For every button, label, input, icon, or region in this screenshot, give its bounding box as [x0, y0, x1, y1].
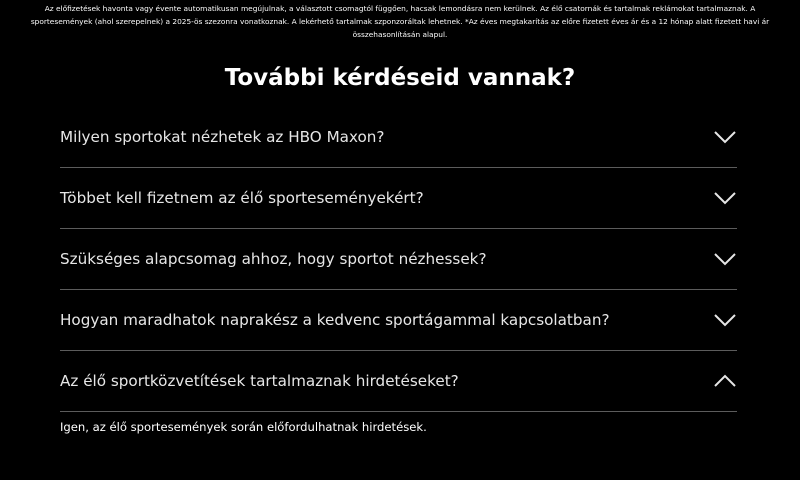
disclaimer-line-3: összehasonlításán alapul.	[352, 30, 448, 39]
faq-question: Milyen sportokat nézhetek az HBO Maxon?	[60, 128, 385, 146]
faq-item-extra-cost[interactable]	[60, 168, 737, 229]
disclaimer-line-2: sportesemények (ahol szerepelnek) a 2025-ös szezonra vonatkoznak. A lekérhető tartalmak szponzoráltak lehetnek. *Az éves megtakarítás az előre fizetett éves ár és a 12 hónap alatt fizetett havi ár	[30, 17, 770, 26]
faq-question: Hogyan maradhatok naprakész a kedvenc sportágammal kapcsolatban?	[60, 311, 610, 329]
faq-answer: Igen, az élő sportesemények során előfordulhatnak hirdetések.	[60, 420, 427, 434]
chevron-down-icon	[713, 129, 737, 145]
faq-item-stay-updated[interactable]	[60, 290, 737, 351]
faq-question: Szükséges alapcsomag ahhoz, hogy sportot nézhessek?	[60, 250, 487, 268]
legal-disclaimer	[10, 2, 790, 41]
faq-question: Az élő sportközvetítések tartalmaznak hirdetéseket?	[60, 372, 459, 390]
faq-item-sports[interactable]	[60, 107, 737, 168]
disclaimer-line-1: Az előfizetések havonta vagy évente automatikusan megújulnak, a választott csomagtól függően, hacsak lemondásra nem kerülnek. Az élő csatornák és tartalmak reklámokat tartalmaznak. A	[44, 4, 756, 13]
faq-question: Többet kell fizetnem az élő sporteseményekért?	[60, 189, 424, 207]
chevron-up-icon	[713, 373, 737, 389]
faq-list	[60, 107, 737, 412]
faq-title: További kérdéseid vannak?	[224, 65, 576, 91]
faq-item-base-package[interactable]	[60, 229, 737, 290]
chevron-down-icon	[713, 251, 737, 267]
chevron-down-icon	[713, 190, 737, 206]
faq-item-ads[interactable]	[60, 351, 737, 412]
chevron-down-icon	[713, 312, 737, 328]
